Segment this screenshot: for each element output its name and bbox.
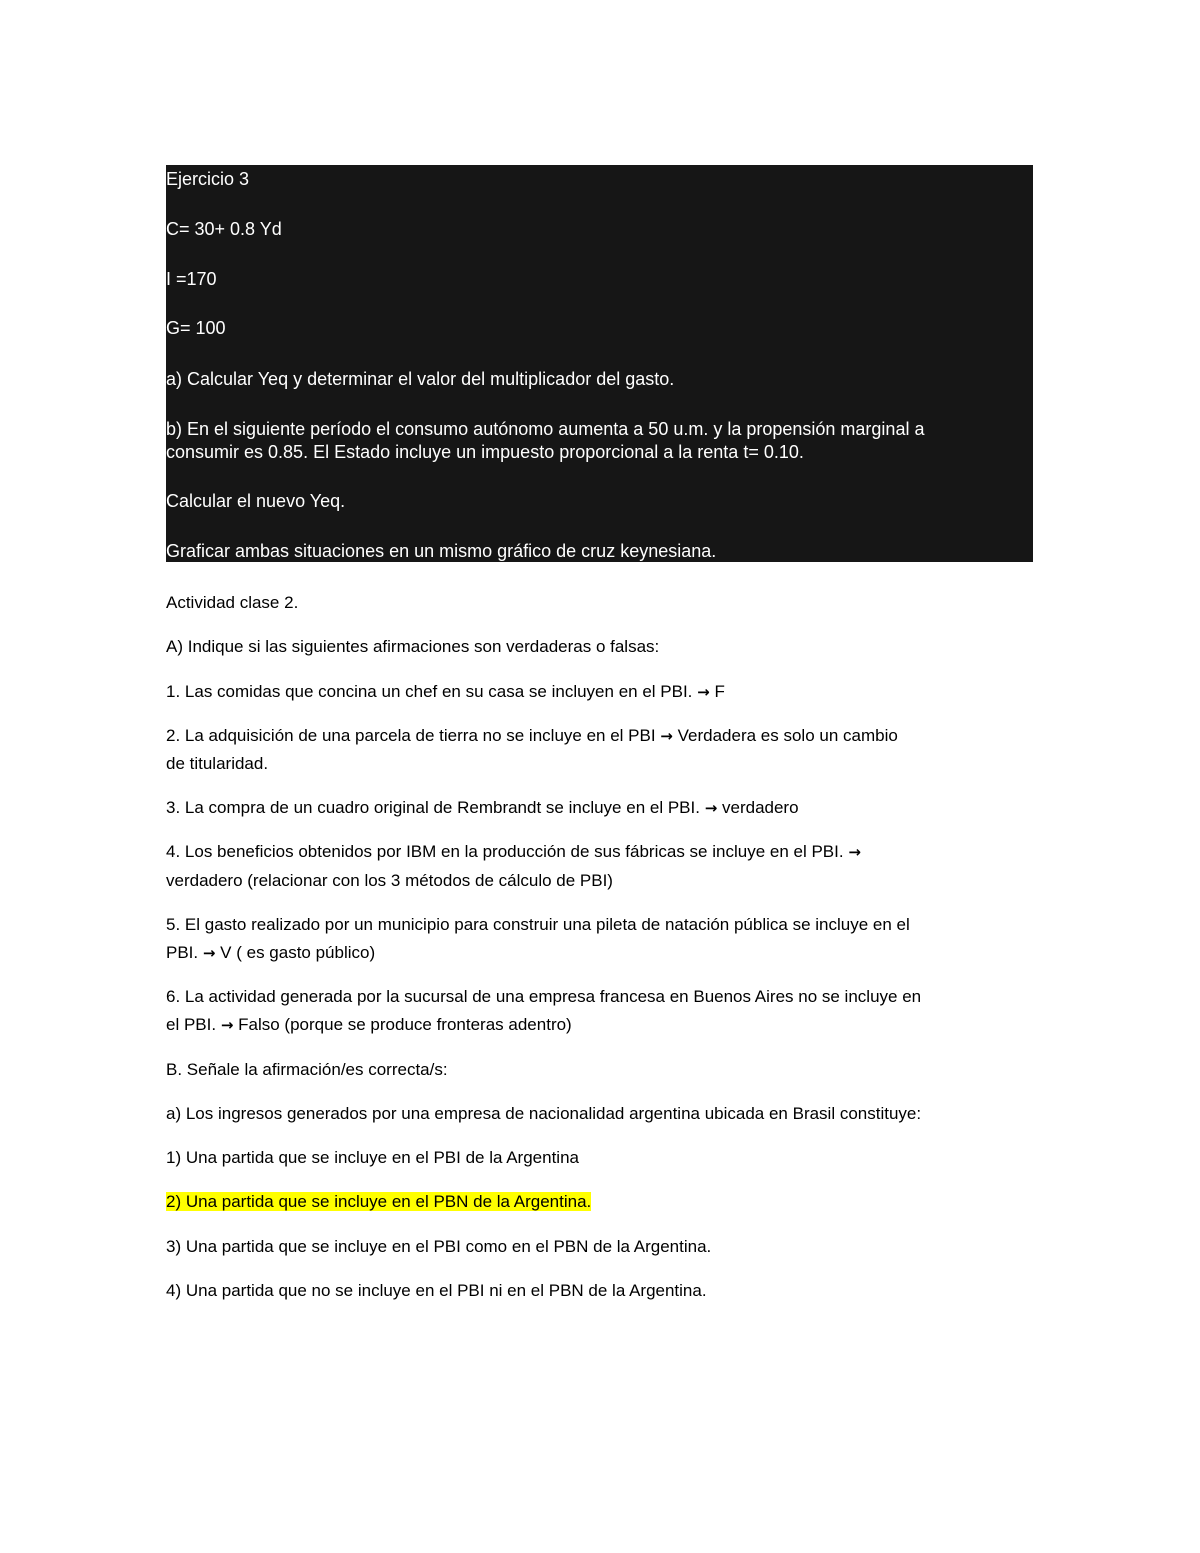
statement-text-end: el PBI. bbox=[166, 1015, 217, 1034]
statement-answer: Verdadera es solo un cambio bbox=[677, 726, 898, 745]
exercise-box bbox=[166, 165, 1033, 562]
exercise-calc: Calcular el nuevo Yeq. bbox=[166, 491, 346, 511]
exercise-part-b-line1: b) En el siguiente período el consumo autónomo aumenta a 50 u.m. y la propensión marginal a bbox=[166, 419, 925, 439]
statement-text: La adquisición de una parcela de tierra no se incluye en el PBI bbox=[184, 726, 656, 745]
exercise-part-a: a) Calcular Yeq y determinar el valor del multiplicador del gasto. bbox=[166, 369, 675, 389]
statement-5 bbox=[166, 911, 910, 939]
exercise-title: Ejercicio 3 bbox=[166, 169, 250, 189]
statement-4-answer: verdadero (relacionar con los 3 métodos de cálculo de PBI) bbox=[166, 871, 613, 890]
section-b-question: a) Los ingresos generados por una empresa de nacionalidad argentina ubicada en Brasil constituye: bbox=[166, 1104, 922, 1123]
option-4: 4) Una partida que no se incluye en el PBI ni en el PBN de la Argentina. bbox=[166, 1281, 707, 1300]
statement-6-continued bbox=[166, 1011, 572, 1039]
exercise-graph: Graficar ambas situaciones en un mismo gráfico de cruz keynesiana. bbox=[166, 541, 717, 561]
option-1: 1) Una partida que se incluye en el PBI de la Argentina bbox=[166, 1148, 579, 1167]
investment-value: I =170 bbox=[166, 269, 217, 289]
arrow-right-icon: → bbox=[848, 843, 861, 861]
highlight: 2) Una partida que se incluye en el PBN de la Argentina. bbox=[166, 1192, 592, 1211]
section-b-title: B. Señale la afirmación/es correcta/s: bbox=[166, 1060, 448, 1079]
statement-text: Los beneficios obtenidos por IBM en la producción de sus fábricas se incluye en el PBI. bbox=[184, 842, 844, 861]
consumption-equation: C= 30+ 0.8 Yd bbox=[166, 219, 282, 239]
statement-number: 2. bbox=[166, 726, 181, 745]
arrow-right-icon: → bbox=[660, 727, 673, 745]
arrow-right-icon: → bbox=[704, 799, 718, 817]
arrow-right-icon: → bbox=[202, 944, 216, 962]
statement-answer: F bbox=[714, 682, 725, 701]
government-spending: G= 100 bbox=[166, 318, 226, 338]
statement-5-continued bbox=[166, 939, 375, 967]
statement-number: 5. bbox=[166, 915, 181, 934]
arrow-right-icon: → bbox=[220, 1016, 234, 1034]
statement-text: La compra de un cuadro original de Rembrandt se incluye en el PBI. bbox=[184, 798, 700, 817]
activity-title: Actividad clase 2. bbox=[166, 593, 299, 612]
statement-number: 1. bbox=[166, 682, 181, 701]
arrow-right-icon: → bbox=[697, 683, 710, 701]
statement-number: 3. bbox=[166, 798, 181, 817]
statement-text-end: PBI. bbox=[166, 943, 199, 962]
statement-4 bbox=[166, 838, 861, 866]
statement-text: La actividad generada por la sucursal de una empresa francesa en Buenos Aires no se incluye en bbox=[184, 987, 922, 1006]
statement-number: 6. bbox=[166, 987, 181, 1006]
option-2-highlighted bbox=[166, 1188, 591, 1216]
statement-6 bbox=[166, 983, 921, 1011]
exercise-part-b-line2: consumir es 0.85. El Estado incluye un impuesto proporcional a la renta t= 0.10. bbox=[166, 442, 804, 462]
statement-answer: Falso (porque se produce fronteras adentro) bbox=[238, 1015, 572, 1034]
statement-text: El gasto realizado por un municipio para construir una pileta de natación pública se incluye en el bbox=[184, 915, 910, 934]
section-a-instruction: A) Indique si las siguientes afirmaciones son verdaderas o falsas: bbox=[166, 637, 660, 656]
statement-2-continued: de titularidad. bbox=[166, 754, 269, 773]
option-3: 3) Una partida que se incluye en el PBI como en el PBN de la Argentina. bbox=[166, 1237, 712, 1256]
statement-2 bbox=[166, 722, 898, 750]
statement-answer: verdadero bbox=[722, 798, 799, 817]
statement-answer: V ( es gasto público) bbox=[220, 943, 376, 962]
statement-3 bbox=[166, 794, 799, 822]
statement-text: Las comidas que concina un chef en su casa se incluyen en el PBI. bbox=[184, 682, 693, 701]
statement-1 bbox=[166, 678, 725, 706]
statement-number: 4. bbox=[166, 842, 181, 861]
